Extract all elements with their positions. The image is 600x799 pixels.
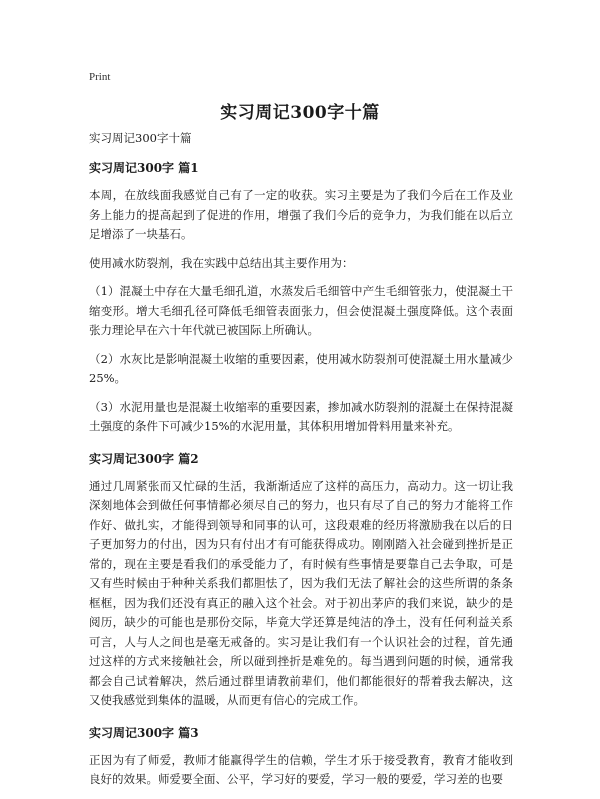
section-2 xyxy=(89,451,513,711)
section-heading: 实习周记300字 篇1 xyxy=(89,161,199,175)
paragraph: （3）水泥用量也是混凝土收缩率的重要因素，掺加减水防裂剂的混凝土在保持混凝土强度的条件下可减少15%的水泥用量，其体积用增加骨料用量来补充。 xyxy=(89,399,513,433)
section-3 xyxy=(89,725,513,790)
document-subtitle: 实习周记300字十篇 xyxy=(89,131,192,145)
paragraph: 本周，在放线面我感觉自己有了一定的收获。实习主要是为了我们今后在工作及业务上能力的提高起到了促进的作用，增强了我们今后的竞争力，为我们能在以后立足增添了一块基石。 xyxy=(89,188,513,241)
paragraph: 正因为有了师爱，教师才能赢得学生的信赖，学生才乐于接受教育，教育才能收到良好的效果。师爱要全面、公平，学习好的要爱，学习一般的要爱，学习差的也要 xyxy=(89,752,513,786)
section-heading: 实习周记300字 篇2 xyxy=(89,451,199,466)
paragraph: 使用减水防裂剂，我在实践中总结出其主要作用为： xyxy=(89,255,354,270)
document-body xyxy=(89,130,513,799)
paragraph: （1）混凝土中存在大量毛细孔道，水蒸发后毛细管中产生毛细管张力，使混凝土干缩变形。增大毛细孔径可降低毛细管表面张力，但会使混凝土强度降低。这个表面张力理论早在六十年代就已被国际上所确认。 xyxy=(89,284,513,337)
page-title: 实习周记300字十篇 xyxy=(220,103,380,123)
print-label: Print xyxy=(89,71,111,83)
section-1 xyxy=(89,160,513,437)
paragraph: （2）水灰比是影响混凝土收缩的重要因素，使用减水防裂剂可使混凝土用水量减少25%。 xyxy=(89,351,513,385)
paragraph: 通过几周紧张而又忙碌的生活，我渐渐适应了这样的高压力，高动力。这一切让我深刻地体会到做任何事情都必须尽自己的努力，也只有尽了自己的努力才能将工作作好、做扎实，才能得到领导和同事的认可，这段艰难的经历将激励我在以后的日子更加努力的付出，因为只有付出才有可能获得成功。刚刚踏入社会碰到挫折是正常的，现在主要是看我们的承受能力了，有时候有些事情是要靠自己去争取，可是又有些时候由于种种关系我们都胆怯了，因为我们无法了解社会的这些所谓的条条框框，因为我们还没有真正的融入这个社会。对于初出茅庐的我们来说，缺少的是阅历，缺少的可能也是那份交际，毕竟大学还算是纯洁的净土，没有任何利益关系可言，人与人之间也是毫无戒备的。实习是让我们有一个认识社会的过程，首先通过这样的方式来接触社会，所以碰到挫折是难免的。每当遇到问题的时候，通常我都会自己试着解决，然后通过群里请教前辈们，他们都能很好的帮着我去解决，这又使我感觉到集体的温暖，从而更有信心的完成工作。 xyxy=(89,478,513,707)
section-heading: 实习周记300字 篇3 xyxy=(89,725,199,740)
